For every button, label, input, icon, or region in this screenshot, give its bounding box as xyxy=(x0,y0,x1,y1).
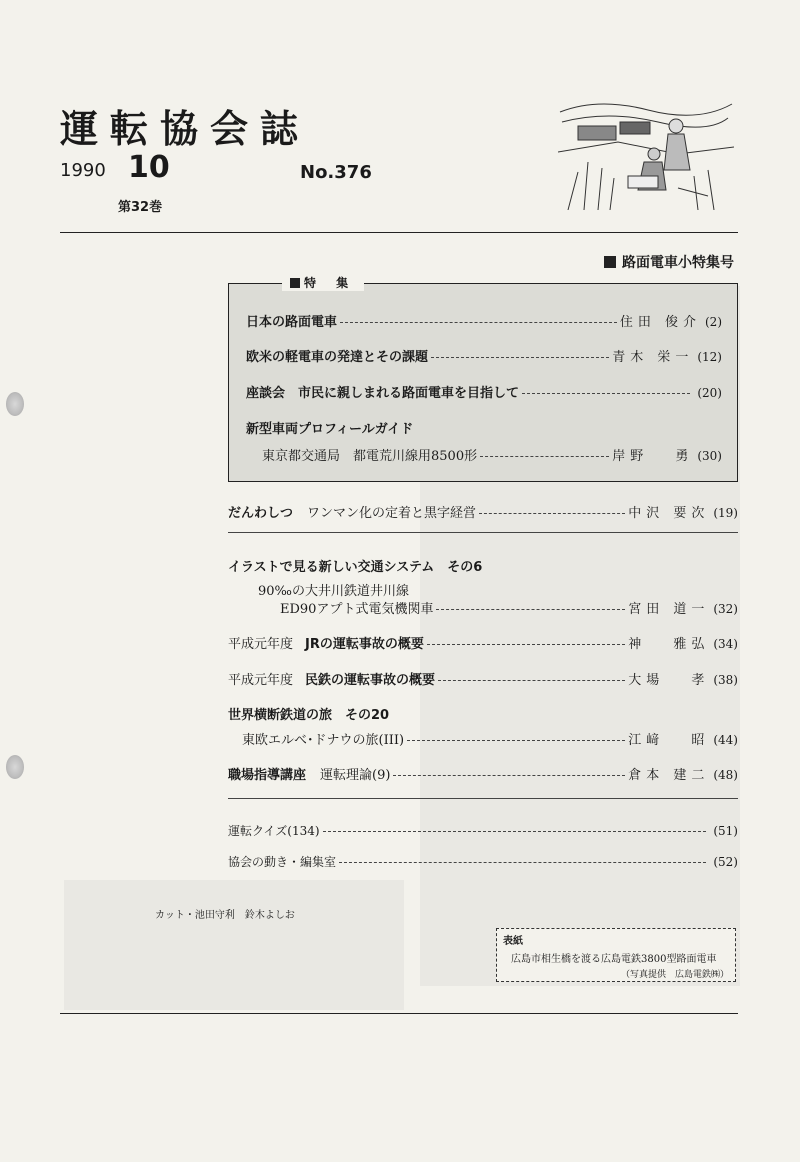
leader-dots xyxy=(339,862,706,863)
toc-entry[interactable] xyxy=(262,445,722,464)
leader-dots xyxy=(340,322,617,323)
square-bullet-icon xyxy=(604,256,616,268)
header-rule xyxy=(60,232,738,233)
entry-title: 東欧エルベ･ドナウの旅(III) xyxy=(242,733,405,748)
entry-author: 宮田 道一 xyxy=(628,602,710,617)
square-bullet-icon xyxy=(290,278,300,288)
toc-entry[interactable] xyxy=(246,346,722,365)
entry-author: 大場 孝 xyxy=(628,673,710,688)
toc-entry[interactable] xyxy=(228,669,738,688)
volume-number: 第32巻 xyxy=(118,200,163,215)
cut-credit: カット・池田守利 鈴木よしお xyxy=(155,910,295,921)
section-divider xyxy=(228,798,738,799)
leader-dots xyxy=(436,609,625,610)
leader-dots xyxy=(438,680,625,681)
entry-page: (51) xyxy=(713,824,738,838)
toc-entry[interactable] xyxy=(280,598,738,617)
entry-prefix: 平成元年度 xyxy=(228,673,294,688)
issue-year: 1990 xyxy=(60,160,106,181)
entry-page: (19) xyxy=(713,506,738,520)
entry-title: 座談会 市民に親しまれる路面電車を目指して xyxy=(246,386,520,401)
header-illustration xyxy=(558,92,734,210)
leader-dots xyxy=(431,357,609,358)
cover-description: 広島市相生橋を渡る広島電鉄3800型路面電車 xyxy=(511,954,717,965)
entry-prefix: 平成元年度 xyxy=(228,637,294,652)
issue-month: 10 xyxy=(128,150,170,185)
entry-page: (38) xyxy=(713,673,738,687)
entry-page: (34) xyxy=(713,637,738,651)
toc-entry[interactable] xyxy=(246,382,722,401)
binder-hole xyxy=(6,755,24,779)
section-divider xyxy=(228,532,738,533)
entry-page: (32) xyxy=(713,602,738,616)
section-heading: 職場指導講座 xyxy=(228,768,307,783)
entry-page: (30) xyxy=(697,449,722,463)
section-heading[interactable]: 世界横断鉄道の旅 その20 xyxy=(228,708,390,723)
special-issue-label: 路面電車小特集号 xyxy=(604,252,734,272)
entry-page: (20) xyxy=(697,386,722,400)
toc-entry[interactable] xyxy=(228,502,738,521)
leader-dots xyxy=(427,644,625,645)
journal-title: 運転協会誌 xyxy=(60,107,311,151)
footer-rule xyxy=(60,1013,738,1014)
binder-hole xyxy=(6,392,24,416)
entry-title: 欧米の軽電車の発達とその課題 xyxy=(246,350,429,365)
toc-entry[interactable] xyxy=(228,633,738,652)
entry-author: 倉本 建二 xyxy=(628,768,710,783)
entry-author: 江﨑 昭 xyxy=(628,733,710,748)
entry-page: (52) xyxy=(713,855,738,869)
entry-page: (12) xyxy=(697,350,722,364)
issue-number: No.376 xyxy=(300,162,372,183)
entry-page: (44) xyxy=(713,733,738,747)
leader-dots xyxy=(522,393,690,394)
toc-entry[interactable] xyxy=(242,729,738,748)
leader-dots xyxy=(407,740,625,741)
leader-dots xyxy=(479,513,625,514)
section-heading: だんわしつ xyxy=(228,506,294,521)
entry-page: (48) xyxy=(713,768,738,782)
cover-credit: （写真提供 広島電鉄㈱） xyxy=(620,970,729,980)
entry-subtitle: 90‰の大井川鉄道井川線 xyxy=(258,584,409,599)
toc-entry[interactable] xyxy=(228,764,738,783)
entry-page: (2) xyxy=(705,315,722,329)
toc-entry[interactable] xyxy=(246,311,722,330)
entry-title[interactable]: 新型車両プロフィールガイド xyxy=(246,422,414,437)
entry-author: 中沢 要次 xyxy=(628,506,710,521)
entry-author: 岸野 勇 xyxy=(612,449,694,464)
entry-author: 青木 栄一 xyxy=(612,350,694,365)
entry-title: ED90アプト式電気機関車 xyxy=(280,602,434,617)
feature-label: 特 集 xyxy=(282,274,364,291)
toc-entry[interactable] xyxy=(228,822,738,839)
entry-title: 運転理論(9) xyxy=(320,768,391,783)
toc-entry[interactable] xyxy=(228,853,738,870)
bleed-through-shade xyxy=(64,880,404,1010)
entry-title: 日本の路面電車 xyxy=(246,315,338,330)
entry-title: 運転クイズ(134) xyxy=(228,824,320,838)
leader-dots xyxy=(323,831,707,832)
entry-title: 民鉄の運転事故の概要 xyxy=(305,673,436,688)
entry-title: JRの運転事故の概要 xyxy=(305,637,424,652)
entry-author: 住田 俊介 xyxy=(619,315,701,330)
cover-info-box xyxy=(496,928,736,982)
entry-author: 神 雅弘 xyxy=(628,637,710,652)
leader-dots xyxy=(393,775,625,776)
leader-dots xyxy=(480,456,609,457)
entry-title: ワンマン化の定着と黒字経営 xyxy=(307,506,477,521)
cover-label: 表紙 xyxy=(503,936,523,947)
entry-subtitle: 東京都交通局 都電荒川線用8500形 xyxy=(262,449,478,464)
section-heading[interactable]: イラストで見る新しい交通システム その6 xyxy=(228,560,483,575)
entry-title: 協会の動き・編集室 xyxy=(228,855,337,869)
